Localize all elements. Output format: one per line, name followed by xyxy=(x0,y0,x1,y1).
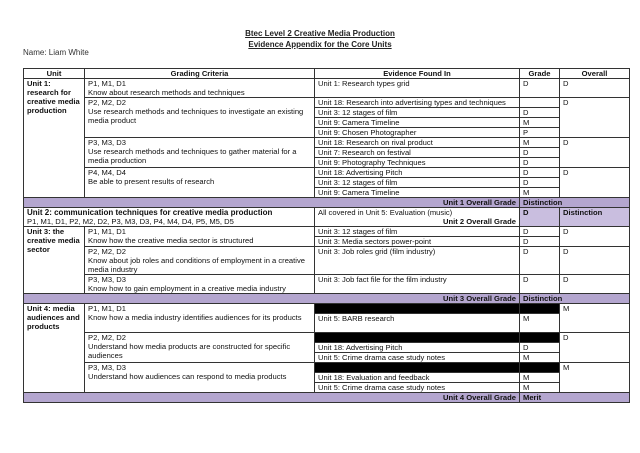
unit1-criterion-1 xyxy=(85,79,315,98)
header-grading-criteria: Grading Criteria xyxy=(85,69,315,79)
grade-cell: M xyxy=(520,118,560,128)
criterion-code: P2, M2, D2 xyxy=(88,98,126,107)
grade-cell: D xyxy=(520,275,560,294)
evidence-cell: Unit 18: Research into advertising types and techniques xyxy=(315,98,520,108)
evidence-cell: Unit 1: Research types grid xyxy=(315,79,520,98)
evidence-cell: Unit 9: Camera Timeline xyxy=(315,188,520,198)
overall-cell: D xyxy=(560,79,630,98)
unit3-name: Unit 3: the creative media sector xyxy=(24,227,85,294)
grade-cell: D xyxy=(520,178,560,188)
grade-cell: M xyxy=(520,188,560,198)
evidence-cell: Unit 5: Crime drama case study notes xyxy=(315,353,520,363)
evidence-cell: Unit 5: BARB research xyxy=(315,314,520,333)
grade-cell: D xyxy=(520,227,560,237)
overall-grade-label: Unit 4 Overall Grade xyxy=(24,393,520,403)
criterion-code: P2, M2, D2 xyxy=(88,247,126,256)
student-name: Name: Liam White xyxy=(23,48,89,57)
overall-grade-label: Unit 3 Overall Grade xyxy=(24,294,520,304)
unit2-cell xyxy=(24,208,315,227)
evidence-cell: Unit 18: Advertising Pitch xyxy=(315,168,520,178)
criterion-code: P4, M4, D4 xyxy=(88,168,126,177)
criterion-code: P1, M1, D1 xyxy=(88,304,126,313)
unit1-name: Unit 1: research for creative media production xyxy=(24,79,85,198)
overall-cell: D xyxy=(560,227,630,247)
overall-cell: D xyxy=(560,168,630,198)
unit4-criterion-3 xyxy=(85,363,315,393)
grade-cell: D xyxy=(520,247,560,275)
overall-grade-label: Unit 1 Overall Grade xyxy=(24,198,520,208)
overall-cell: D xyxy=(560,247,630,275)
grade-cell: D xyxy=(520,158,560,168)
unit2-evidence-cell xyxy=(315,208,520,227)
criterion-desc: Understand how media products are constructed for specific audiences xyxy=(88,342,291,360)
table-row xyxy=(24,227,630,237)
grade-cell: D xyxy=(520,208,560,227)
unit1-criterion-2 xyxy=(85,98,315,138)
document-title: Btec Level 2 Creative Media Production xyxy=(245,29,395,38)
grade-cell: D xyxy=(520,237,560,247)
blacked-out-cell xyxy=(520,363,560,373)
unit4-overall-row xyxy=(24,393,630,403)
evidence-cell: Unit 18: Advertising Pitch xyxy=(315,343,520,353)
unit3-criterion-3 xyxy=(85,275,315,294)
blacked-out-cell xyxy=(520,304,560,314)
criterion-desc: Know how a media industry identifies audiences for its products xyxy=(88,313,302,322)
overall-grade-value: Distinction xyxy=(520,294,630,304)
criterion-desc: Be able to present results of research xyxy=(88,177,215,186)
evidence-text: All covered in Unit 5: Evaluation (music) xyxy=(318,208,453,217)
evidence-cell: Unit 3: Job roles grid (film industry) xyxy=(315,247,520,275)
overall-cell: D xyxy=(560,98,630,138)
evidence-cell: Unit 3: 12 stages of film xyxy=(315,178,520,188)
unit1-criterion-4 xyxy=(85,168,315,198)
evidence-cell: Unit 3: 12 stages of film xyxy=(315,227,520,237)
evidence-cell: Unit 18: Evaluation and feedback xyxy=(315,373,520,383)
evidence-cell: Unit 18: Research on rival product xyxy=(315,138,520,148)
unit4-criterion-1 xyxy=(85,304,315,333)
table-row xyxy=(24,304,630,314)
criterion-code: P1, M1, D1 xyxy=(88,79,126,88)
criterion-desc: Understand how audiences can respond to media products xyxy=(88,372,287,381)
criterion-desc: Know about research methods and techniques xyxy=(88,88,245,97)
evidence-cell: Unit 9: Photography Techniques xyxy=(315,158,520,168)
table-row xyxy=(24,79,630,98)
evidence-table xyxy=(23,68,630,403)
blacked-out-cell xyxy=(315,304,520,314)
criterion-desc: Know how the creative media sector is structured xyxy=(88,236,254,245)
document-subtitle: Evidence Appendix for the Core Units xyxy=(248,40,392,49)
blacked-out-cell xyxy=(520,333,560,343)
table-row xyxy=(24,333,630,343)
grade-cell: P xyxy=(520,128,560,138)
grade-cell: M xyxy=(520,383,560,393)
criterion-code: P2, M2, D2 xyxy=(88,333,126,342)
table-row xyxy=(24,247,630,275)
table-row xyxy=(24,363,630,373)
criterion-code: P3, M3, D3 xyxy=(88,363,126,372)
header-row xyxy=(24,69,630,79)
unit3-criterion-2 xyxy=(85,247,315,275)
grade-cell: D xyxy=(520,168,560,178)
criterion-desc: Use research methods and techniques to gather material for a media production xyxy=(88,147,297,165)
unit2-criteria: P1, M1, D1, P2, M2, D2, P3, M3, D3, P4, M4, D4, P5, M5, D5 xyxy=(27,217,234,226)
criterion-desc: Know about job roles and conditions of employment in a creative media industry xyxy=(88,256,305,274)
evidence-cell: Unit 3: Media sectors power-point xyxy=(315,237,520,247)
blacked-out-cell xyxy=(315,363,520,373)
criterion-desc: Use research methods and techniques to investigate an existing media product xyxy=(88,107,304,125)
overall-grade-label: Unit 2 Overall Grade xyxy=(442,217,516,226)
header-overall: Overall xyxy=(560,69,630,79)
evidence-cell: Unit 9: Camera Timeline xyxy=(315,118,520,128)
grade-cell xyxy=(520,98,560,108)
evidence-cell: Unit 5: Crime drama case study notes xyxy=(315,383,520,393)
table-row xyxy=(24,138,630,148)
unit1-overall-row xyxy=(24,198,630,208)
overall-grade-value: Distinction xyxy=(560,208,630,227)
grade-cell: D xyxy=(520,79,560,98)
table-row xyxy=(24,98,630,108)
unit4-name: Unit 4: media audiences and products xyxy=(24,304,85,393)
header-unit: Unit xyxy=(24,69,85,79)
table-row xyxy=(24,275,630,294)
unit2-name: Unit 2: communication techniques for creative media production xyxy=(27,208,273,217)
unit2-row xyxy=(24,208,630,227)
overall-cell: M xyxy=(560,304,630,333)
blacked-out-cell xyxy=(315,333,520,343)
grade-cell: M xyxy=(520,138,560,148)
unit3-overall-row xyxy=(24,294,630,304)
criterion-desc: Know how to gain employment in a creative media industry xyxy=(88,284,286,293)
evidence-cell: Unit 3: 12 stages of film xyxy=(315,108,520,118)
grade-cell: M xyxy=(520,314,560,333)
grade-cell: M xyxy=(520,373,560,383)
evidence-cell: Unit 7: Research on festival xyxy=(315,148,520,158)
evidence-cell: Unit 3: Job fact file for the film industry xyxy=(315,275,520,294)
overall-cell: M xyxy=(560,363,630,393)
overall-cell: D xyxy=(560,138,630,168)
overall-grade-value: Merit xyxy=(520,393,630,403)
criterion-code: P3, M3, D3 xyxy=(88,275,126,284)
overall-cell: D xyxy=(560,275,630,294)
overall-cell: D xyxy=(560,333,630,363)
header-evidence: Evidence Found In xyxy=(315,69,520,79)
header-grade: Grade xyxy=(520,69,560,79)
grade-cell: D xyxy=(520,148,560,158)
unit3-criterion-1 xyxy=(85,227,315,247)
unit4-criterion-2 xyxy=(85,333,315,363)
criterion-code: P1, M1, D1 xyxy=(88,227,126,236)
unit1-criterion-3 xyxy=(85,138,315,168)
table-row xyxy=(24,168,630,178)
grade-cell: D xyxy=(520,108,560,118)
evidence-cell: Unit 9: Chosen Photographer xyxy=(315,128,520,138)
criterion-code: P3, M3, D3 xyxy=(88,138,126,147)
grade-cell: D xyxy=(520,343,560,353)
overall-grade-value: Distinction xyxy=(520,198,630,208)
grade-cell: M xyxy=(520,353,560,363)
